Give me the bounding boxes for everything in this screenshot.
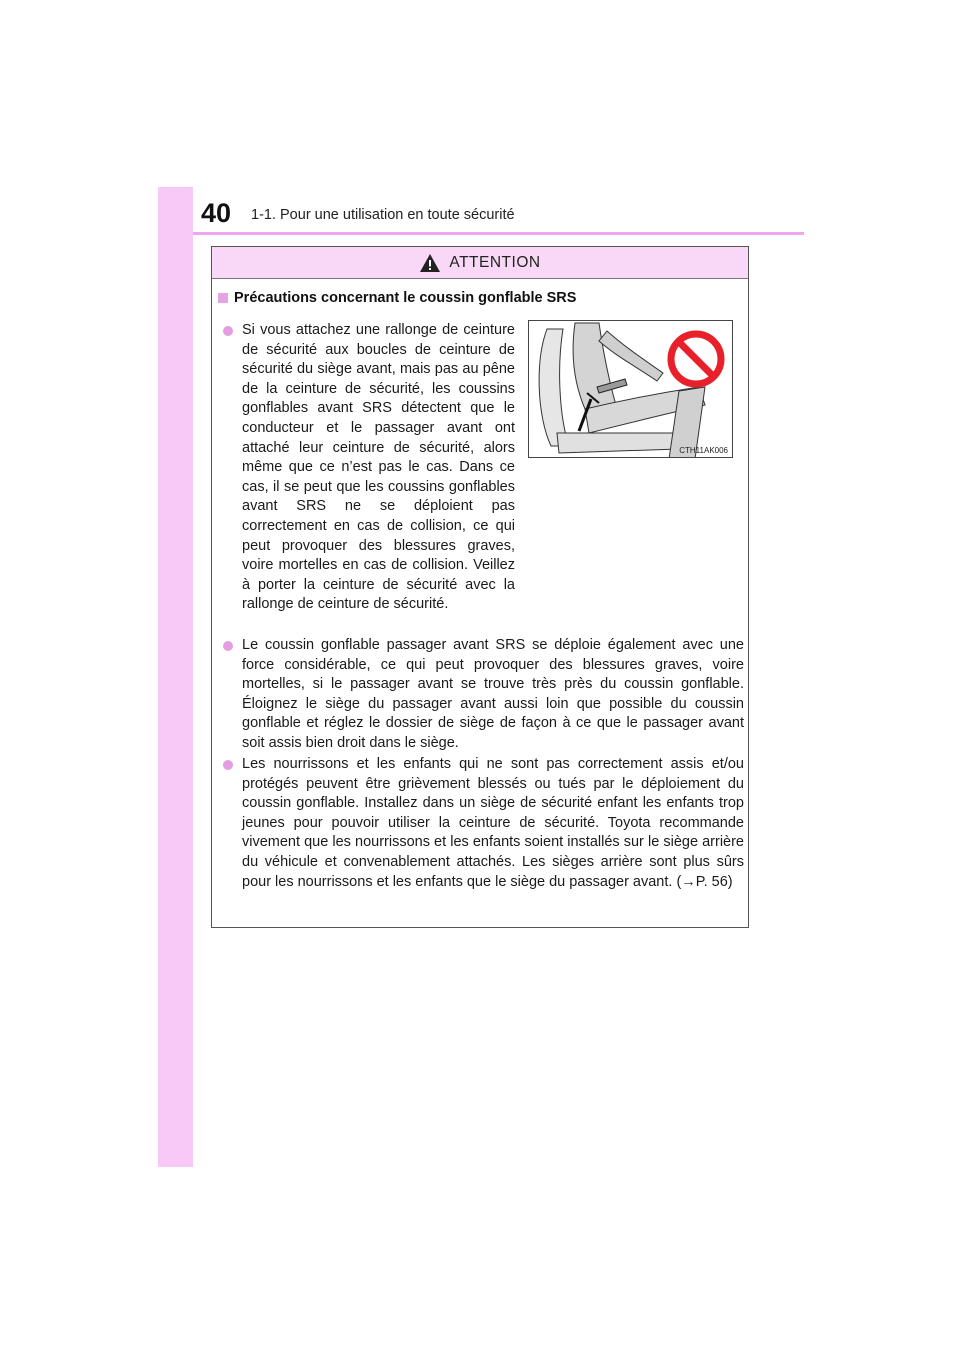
bullet-item [242,636,744,754]
warning-title: ATTENTION [449,253,541,271]
seat-occupant-drawing [529,321,733,458]
seatbelt-extender-illustration [528,320,733,458]
figure-code: CTH11AK006 [679,446,728,455]
prohibited-sign-icon [671,334,721,384]
bullet-item [242,321,515,615]
section-title: 1-1. Pour une utilisation en toute sécurité [251,207,515,223]
bullet-item [242,755,744,892]
bullet-text: Les nourrissons et les enfants qui ne sont pas correctement assis et/ou protégés peuvent être grièvement blessés ou tués par le déploiement du coussin gonflable. Installez dans un siège de sécurité enfant les enfants trop jeunes pour pouvoir utiliser la ceinture de sécurité. Toyota recommande vivement que les nourrissons et les enfants soient installés sur le siège arrière du véhicule et convenablement attachés. Les sièges arrière sont plus sûrs pour les nourrissons et les enfants que le siège du passager avant. (→P. 56) [242,756,744,890]
bullet-text: Si vous attachez une rallonge de ceinture de sécurité aux boucles de ceinture de sécurité du siège avant, mais pas au pêne de la ceinture de sécurité, les coussins gonflables avant SRS détectent que le conducteur et le passager avant ont attaché leur ceinture de sécurité, alors même que ce n’est pas le cas. Dans ce cas, il se peut que les coussins gonflables avant SRS ne se déploient pas correctement en cas de collision, ce qui peut provoquer des blessures graves, voire mortelles en cas de collision. Veillez à porter la ceinture de sécurité avec la rallonge de ceinture de sécurité. [242,322,515,613]
bullet-dot-icon [223,326,233,336]
bullet-dot-icon [223,641,233,651]
warning-triangle-icon [419,253,441,273]
header-divider [193,232,804,235]
page-number: 40 [201,198,232,228]
warning-box [211,246,749,928]
warning-heading-text: Précautions concernant le coussin gonflable SRS [234,290,577,306]
chapter-side-tab [158,187,193,1167]
warning-header [212,247,748,279]
warning-heading [218,290,576,306]
bullet-dot-icon [223,760,233,770]
bullet-text: Le coussin gonflable passager avant SRS se déploie également avec une force considérable, ce qui peut provoquer des blessures graves, voire mortelles, si le passager avant se trouve très près du coussin gonflable. Éloignez le siège du passager avant aussi loin que possible du coussin gonflable et réglez le dossier de siège de façon à ce que le passager avant soit assis bien droit dans le siège. [242,637,744,751]
square-bullet-icon [218,293,228,303]
